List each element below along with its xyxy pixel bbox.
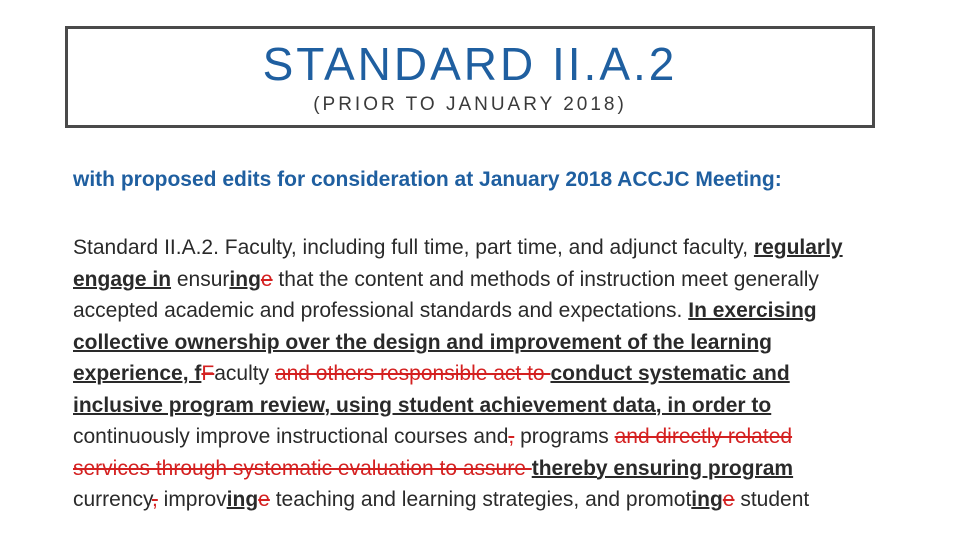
inserted-text: regularly engage in <box>73 236 843 291</box>
inserted-text: conduct systematic and inclusive program review, using student achievement data, in order to <box>73 362 790 417</box>
segment: that the content and methods of instruction meet generally accepted academic and professional standards and expectations. <box>73 267 819 322</box>
segment: ensur <box>171 267 230 291</box>
deleted-text: e <box>258 488 270 511</box>
slide-title: STANDARD II.A.2 <box>262 38 678 90</box>
segment: Standard II.A.2 <box>73 236 214 259</box>
segment: aculty <box>214 362 275 385</box>
deleted-text: e <box>260 267 273 291</box>
inserted-text: thereby ensuring program <box>531 456 794 480</box>
intro-text: with proposed edits for consideration at January 2018 ACCJC Meeting: <box>73 168 782 191</box>
segment: programs <box>514 425 615 448</box>
segment: improv <box>157 488 227 511</box>
title-box <box>65 26 875 128</box>
standard-text <box>73 232 873 516</box>
inserted-text: ing <box>226 488 259 511</box>
deleted-text: e <box>722 488 735 511</box>
segment: student <box>734 488 810 511</box>
slide-subtitle: (PRIOR TO JANUARY 2018) <box>313 94 627 115</box>
deleted-text: and directly related services through systematic evaluation to assure <box>73 425 793 480</box>
segment: continuously improve instructional courses and <box>73 425 509 448</box>
inserted-text: In exercising collective ownership over the design and improvement of the learning experience, f <box>73 299 817 385</box>
segment: currency <box>73 488 152 511</box>
inserted-text: ing <box>229 267 261 291</box>
deleted-text: and others responsible act to <box>274 362 551 385</box>
inserted-text: ing <box>691 488 723 511</box>
deleted-text: , <box>508 425 515 448</box>
segment: teaching and learning strategies, and promot <box>269 488 692 511</box>
segment: . Faculty, including full time, part time, and adjunct faculty, <box>213 236 754 259</box>
deleted-text: , <box>151 488 158 511</box>
deleted-text: F <box>201 362 215 385</box>
